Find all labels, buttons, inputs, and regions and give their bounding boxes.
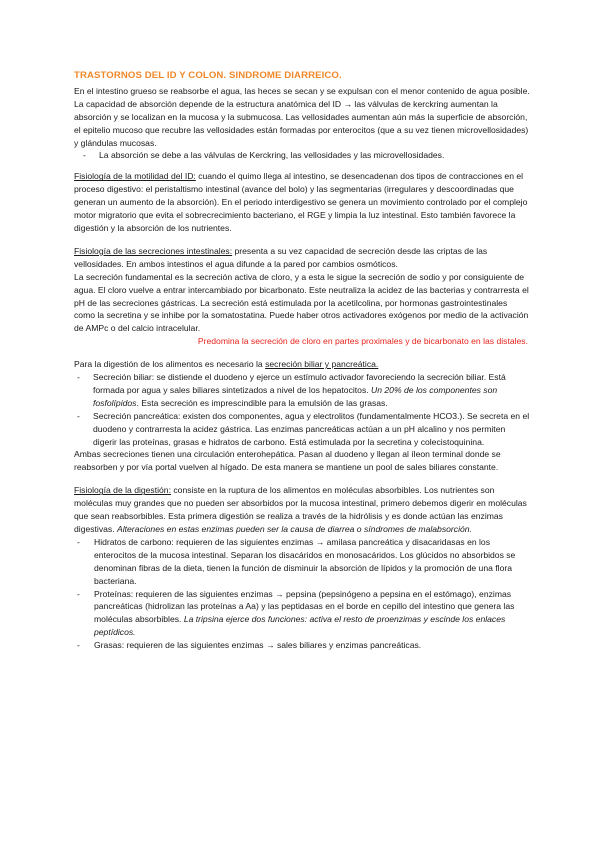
biliar-intro-link: secreción biliar y pancreática. <box>265 359 379 370</box>
biliar-intro-text: Para la digestión de los alimentos es necesario la <box>74 359 266 370</box>
digestion-italic: Alteraciones en estas enzimas pueden ser la causa de diarrea o síndromes de malabsorción. <box>117 524 472 534</box>
motilidad-heading: Fisiología de la motilidad del ID: <box>74 171 196 182</box>
digestion-list <box>74 536 530 652</box>
intro-bullet: - La absorción se debe a las válvulas de Kerckring, las vellosidades y las microvellosidades. <box>80 149 530 162</box>
biliar-intro <box>74 358 530 371</box>
proteinas-italic: La tripsina ejerce dos funciones: activa el resto de proenzimas y escinde los enlaces peptídicos. <box>94 614 506 638</box>
secreciones-paragraph <box>74 245 530 271</box>
list-item-hidratos: - Hidratos de carbono: requieren de las siguientes enzimas → amilasa pancreática y disacaridasas en los enterocitos de la mucosa intestinal. Separan los disacáridos en monosacáridos. Los glúcidos no absorbidos se denominan fibras de la dieta, tienen la función de disminuir la absorción de lípidos y la promoción de una flora bacteriana. <box>74 536 530 588</box>
secreciones-highlight: Predomina la secreción de cloro en partes proximales y de bicarbonato en las distales. <box>197 336 528 347</box>
secreciones-text1: presenta a su vez capacidad de secreción desde las criptas de las vellosidades. En ambos intestinos el agua difunde a la pared por cambios osmóticos. <box>74 245 488 269</box>
proteinas-text: Proteínas: requieren de las siguientes enzimas → pepsina (pepsinógeno a pepsina en el estómago), enzimas pancreáticas (hidrolizan las proteínas a Aa) y las peptidasas en el borde en cepillo del intestino que genera las moléculas absorbibles. <box>94 588 515 625</box>
secrecion-biliar-tail: . Esta secreción es imprescindible para la emulsión de las grasas. <box>136 397 388 408</box>
list-item-secrecion-biliar <box>74 371 530 410</box>
biliar-outro: Ambas secreciones tienen una circulación enterohepática. Pasan al duodeno y llegan al íleon terminal donde se reabsorben y por vía portal vuelven al hígado. De esta manera se mantiene un pool de sales biliares constante. <box>74 449 501 473</box>
motilidad-paragraph <box>74 170 530 235</box>
intro-paragraph: En el intestino grueso se reabsorbe el agua, las heces se secan y se expulsan con el menor contenido de agua posible. La capacidad de absorción depende de la estructura anatómica del ID → las válvulas de kerckring aumentan la absorción y se localizan en la mucosa y la submucosa. Las vellosidades aumentan aún más la superficie de absorción, el epitelio mucoso que recubre las vellosidades están formadas por enterocitos (que a su vez tienen microvellosidades) y glándulas mucosas. <box>74 85 530 148</box>
secrecion-biliar-text: Secreción biliar: se distiende el duodeno y ejerce un estímulo activador favoreciendo la secreción biliar. Está formada por agua y sales biliares sintetizados a nivel de los hepatocitos. <box>93 372 506 395</box>
document-title: TRASTORNOS DEL ID Y COLON. SINDROME DIARREICO. <box>74 70 342 81</box>
digestion-text: consiste en la ruptura de los alimentos en moléculas absorbibles. Los nutrientes son moléculas muy grandes que no pueden ser absorbidos por la mucosa intestinal, primero debemos digerir en moléculas que sean reabsorbibles. Esta primera digestión se realiza a través de la hidrólisis y es donde actúan las enzimas digestivas. <box>74 485 527 534</box>
digestion-paragraph <box>74 484 530 536</box>
motilidad-text: cuando el quimo llega al intestino, se desencadenan dos tipos de contracciones en el proceso digestivo: el peristaltismo intestinal (avance del bolo) y las segmentarias (irregulares y descoordinadas que generan un aumento de la absorción). En el periodo interdigestivo se genera un movimiento controlado por el complejo motor migratorio que evita el sobrecrecimiento bacteriano, el RGE y limpia la luz intestinal. Esto también favorece la digestión y la absorción de los nutrientes. <box>74 171 528 233</box>
secreciones-paragraph-2: La secreción fundamental es la secreción activa de cloro, y a esta le sigue la secreción de sodio y por consiguiente de agua. El cloro vuelve a entrar intercambiado por bicarbonato. Este neutraliza la acidez de las bacterias y contrarresta el pH de las secreciones gástricas. La secreción está estimulada por la acetilcolina, por hormonas gastrointestinales como la secretina y se inhibe por la somatostatina. Puede haber otros activadores exógenos por medio de la activación de AMPc o del calcio intracelular. <box>74 271 529 334</box>
document-page <box>74 70 530 652</box>
list-item-secrecion-pancreatica: - Secreción pancreática: existen dos componentes, agua y electrolitos (fundamentalmente HCO3.). Se secreta en el duodeno y contrarresta la acidez gástrica. Las enzimas pancreáticas actúan a un pH alcalino y nos permiten digerir las proteínas, grasas e hidratos de carbono. Está estimulada por la secretina y colecistoquinina. <box>74 410 530 449</box>
digestion-heading: Fisiología de la digestión: <box>74 485 171 496</box>
secreciones-heading: Fisiología de las secreciones intestinales: <box>74 245 233 256</box>
list-item-proteinas <box>74 588 530 640</box>
secrecion-biliar-italic: Un 20% de los componentes son fosfolípidos <box>93 384 498 408</box>
list-item-grasas: - Grasas: requieren de las siguientes enzimas → sales biliares y enzimas pancreáticas. <box>74 639 530 652</box>
biliar-list <box>74 371 530 448</box>
